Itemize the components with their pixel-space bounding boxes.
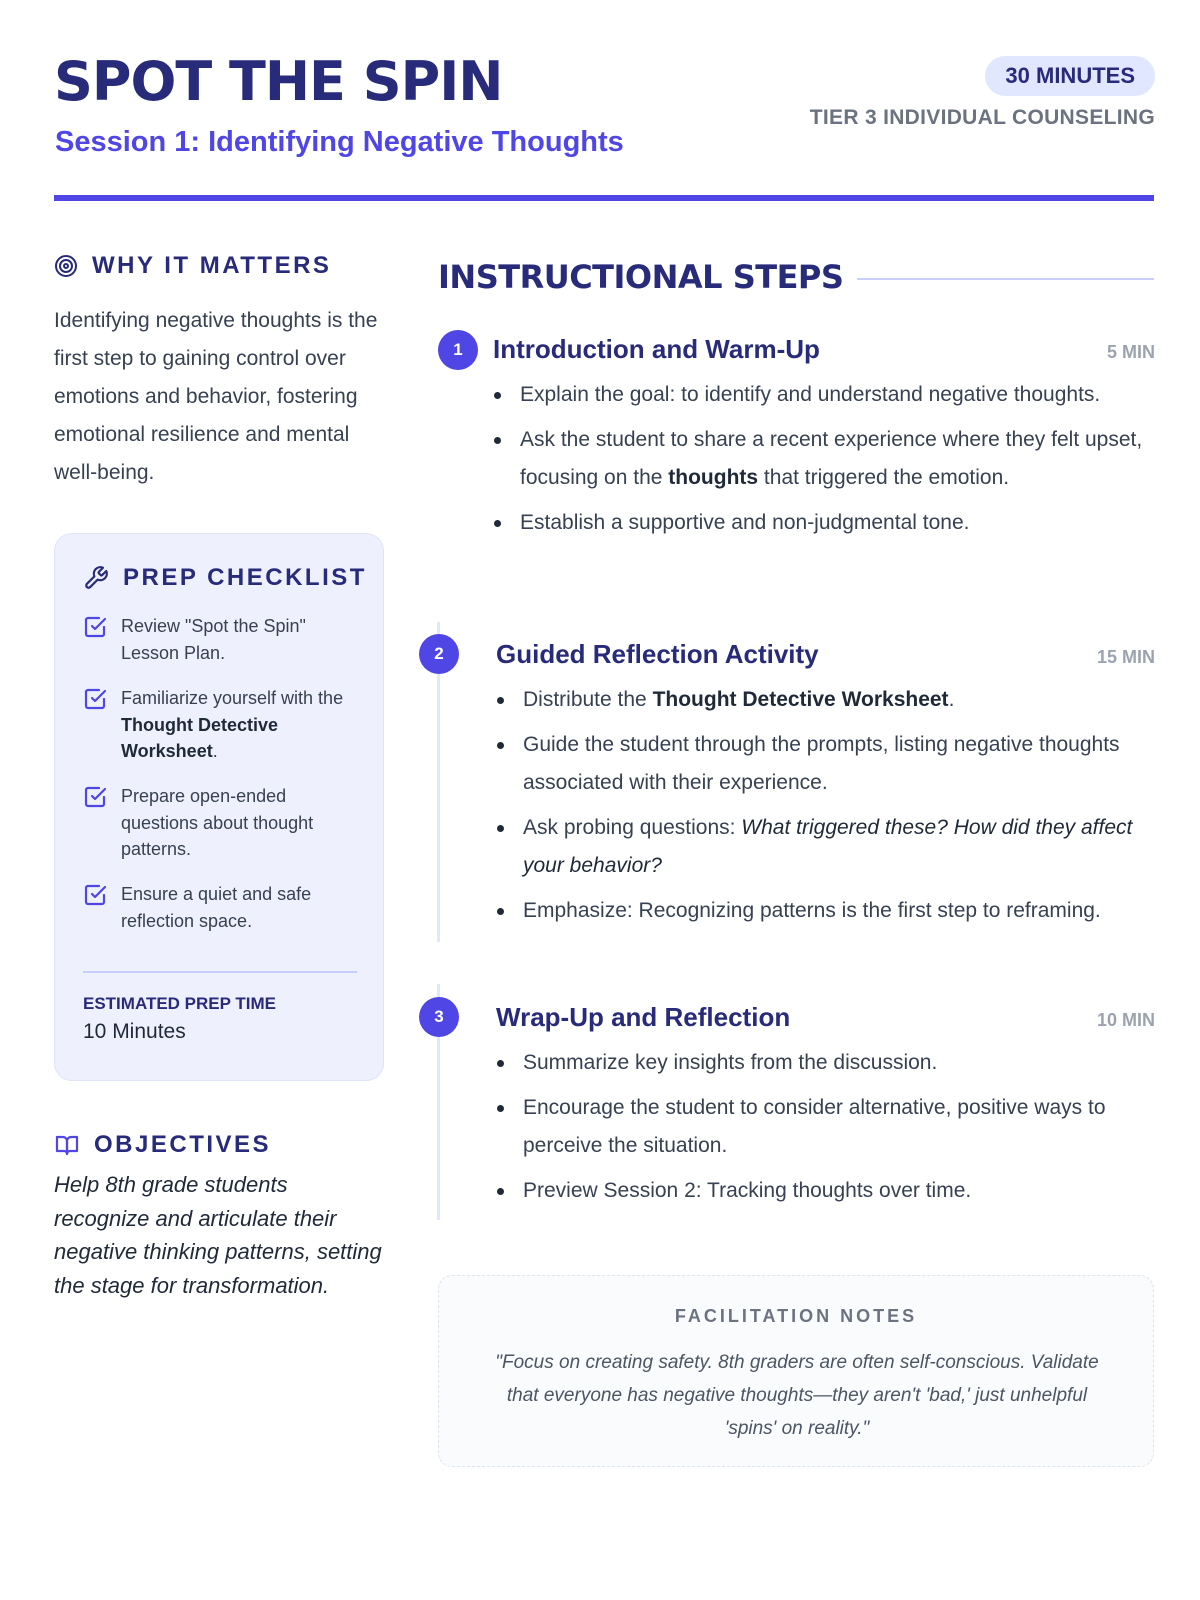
- duration-badge: 30 MINUTES: [985, 56, 1155, 96]
- bullet-item: Preview Session 2: Tracking thoughts over time.: [495, 1172, 1160, 1210]
- why-text: Identifying negative thoughts is the first step to gaining control over emotions and behavior, fostering emotional resilience and mental well-being.: [54, 309, 378, 484]
- checklist-item-text: Ensure a quiet and safe reflection space.: [121, 884, 312, 931]
- book-icon: [54, 1133, 80, 1157]
- bullet-item: Ask probing questions: What triggered these? How did they affect your behavior?: [495, 809, 1165, 885]
- page-title: SPOT THE SPIN: [54, 50, 503, 113]
- target-icon: [54, 254, 78, 278]
- bullet-item: Guide the student through the prompts, listing negative thoughts associated with their experience.: [495, 726, 1165, 802]
- facilitation-notes-box: [438, 1275, 1154, 1467]
- worksheet-name: Thought Detective Worksheet: [121, 714, 279, 761]
- page-subtitle: Session 1: Identifying Negative Thoughts: [55, 126, 624, 158]
- prep-heading-label: PREP CHECKLIST: [123, 564, 367, 591]
- step-bullets: [495, 1044, 1160, 1217]
- bullet-item: Explain the goal: to identify and understand negative thoughts.: [492, 376, 1157, 414]
- bullet-item: Establish a supportive and non-judgmental tone.: [492, 504, 1157, 542]
- checkbox-checked-icon: [83, 883, 107, 907]
- bullet-item: Ask the student to share a recent experience where they felt upset, focusing on the thoughts that triggered the emotion.: [492, 421, 1157, 497]
- steps-heading: INSTRUCTIONAL STEPS: [438, 258, 844, 296]
- prep-checklist-card: [54, 533, 384, 1081]
- checklist-item-text: Prepare open-ended questions about thought patterns.: [121, 786, 314, 859]
- step-bullets: [492, 376, 1157, 549]
- step-number-badge: 1: [438, 330, 478, 370]
- checkbox-checked-icon: [83, 687, 107, 711]
- objectives-heading: [54, 1131, 271, 1159]
- bullet-item: Distribute the Thought Detective Worksheet.: [495, 681, 1165, 719]
- bullet-item: Emphasize: Recognizing patterns is the first step to reframing.: [495, 892, 1165, 930]
- step-duration: 15 MIN: [1096, 647, 1155, 667]
- step-title: Guided Reflection Activity: [496, 639, 819, 669]
- checklist-item: [83, 613, 363, 666]
- why-heading-label: WHY IT MATTERS: [92, 252, 332, 279]
- objectives-heading-label: OBJECTIVES: [94, 1131, 272, 1158]
- facilitation-notes-text: "Focus on creating safety. 8th graders are often self-conscious. Validate that everyone has negative thoughts—they aren't 'bad,' just unhelpful 'spins' on reality.": [495, 1352, 1099, 1439]
- step-title: Wrap-Up and Reflection: [496, 1002, 791, 1032]
- objectives-text: Help 8th grade students recognize and articulate their negative thinking patterns, setting the stage for transformation.: [54, 1172, 382, 1298]
- checkbox-checked-icon: [83, 785, 107, 809]
- checklist-item: [83, 685, 363, 765]
- step-number-badge: 3: [419, 997, 459, 1037]
- checklist-item: [83, 881, 363, 934]
- steps-heading-rule: [857, 278, 1154, 280]
- step-duration: 5 MIN: [1106, 342, 1155, 362]
- step-duration: 10 MIN: [1096, 1010, 1155, 1030]
- step-bullets: [495, 681, 1165, 937]
- header-divider: [54, 195, 1154, 201]
- checklist-item: [83, 783, 363, 863]
- why-heading: [54, 252, 331, 280]
- prep-time-value: 10 Minutes: [83, 1020, 186, 1043]
- step-title: Introduction and Warm-Up: [493, 334, 820, 364]
- bullet-item: Encourage the student to consider alternative, positive ways to perceive the situation.: [495, 1089, 1160, 1165]
- step-number-badge: 2: [419, 634, 459, 674]
- prep-heading: [83, 564, 367, 592]
- wrench-icon: [83, 565, 109, 591]
- checkbox-checked-icon: [83, 615, 107, 639]
- bullet-item: Summarize key insights from the discussion.: [495, 1044, 1160, 1082]
- card-divider: [83, 971, 357, 973]
- prep-time-label: ESTIMATED PREP TIME: [83, 994, 277, 1013]
- tier-label: TIER 3 INDIVIDUAL COUNSELING: [809, 106, 1155, 129]
- checklist-item-text: Review "Spot the Spin" Lesson Plan.: [121, 616, 306, 663]
- facilitation-notes-label: FACILITATION NOTES: [674, 1306, 918, 1326]
- checklist-item-text: Familiarize yourself with the Thought Detective Worksheet.: [121, 688, 344, 761]
